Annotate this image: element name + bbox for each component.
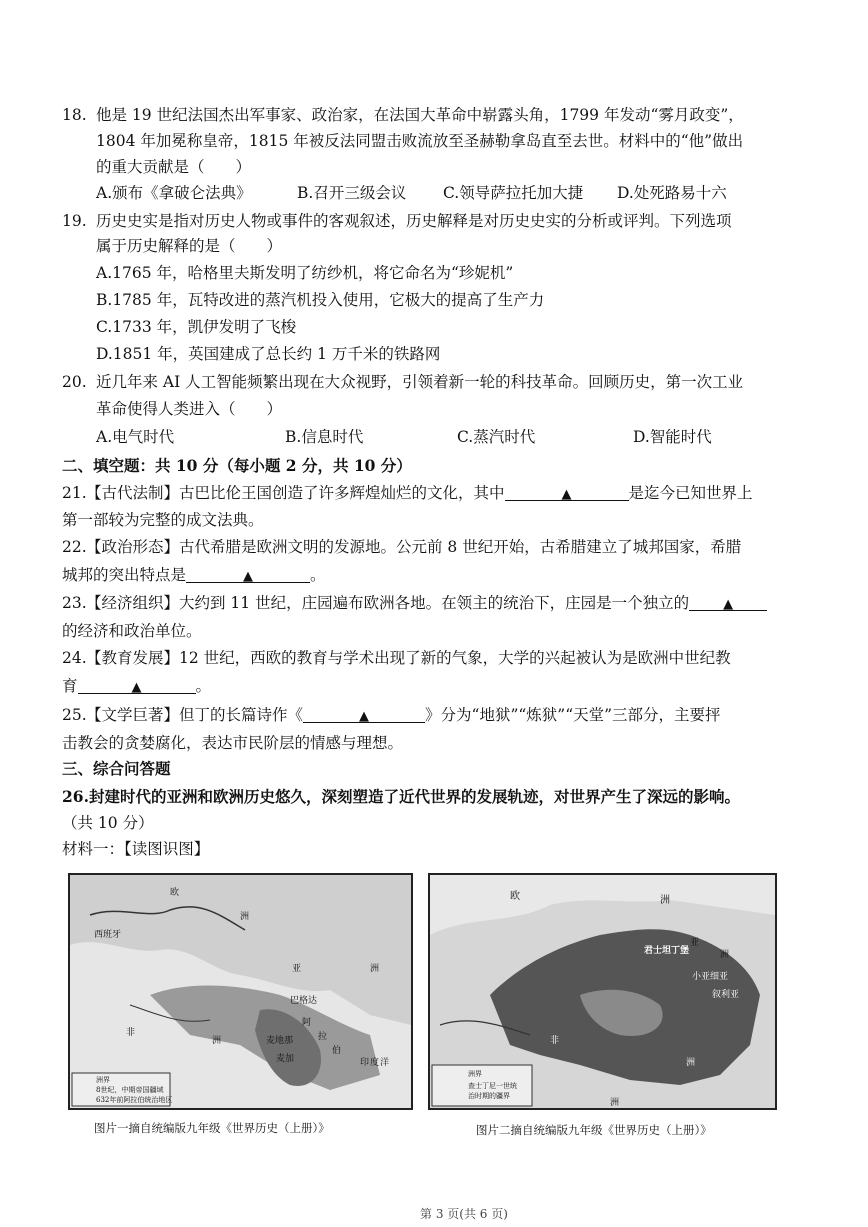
q24-answer-blank[interactable]: [78, 675, 196, 694]
blank-triangle-icon: ▲: [359, 709, 370, 724]
map-1-label-arabia-1: 阿: [302, 1018, 312, 1028]
map-1-label-africa-2: 洲: [212, 1036, 222, 1046]
map-2-label-africa-1: 非: [550, 1036, 560, 1046]
q22-line-2: [62, 564, 326, 586]
q25-text-before: 【文学巨著】但丁的长篇诗作《: [86, 706, 304, 724]
q24-text-before: 育: [62, 677, 78, 695]
section-3-heading: 三、综合问答题: [62, 759, 171, 778]
map-2-label-constantinople: 君士坦丁堡: [644, 946, 690, 956]
q19-option-b: B.1785 年，瓦特改进的蒸汽机投入使用，它极大的提高了生产力: [96, 291, 545, 309]
q22-text-after: 。: [310, 566, 326, 584]
map-1-label-indian-ocean-2: 度: [370, 1058, 380, 1068]
q20-option-a: A.电气时代: [96, 428, 175, 446]
q24-text-after: 。: [195, 677, 212, 695]
q21-line-2: 第一部较为完整的成文法典。: [62, 511, 264, 529]
map-1-label-asia-2: 洲: [370, 964, 380, 974]
map-2-legend-boundary: 洲界: [468, 1070, 482, 1078]
q18-option-d: D.处死路易十六: [617, 184, 727, 202]
q20-option-b: B.信息时代: [285, 428, 364, 446]
q18-option-c: C.领导萨拉托加大捷: [443, 184, 584, 202]
blank-triangle-icon: ▲: [561, 487, 572, 502]
q18-line-1: 他是 19 世纪法国杰出军事家、政治家，在法国大革命中崭露头角，1799 年发动“雾月政变”，: [96, 106, 744, 124]
q19-line-2: 属于历史解释的是（ ）: [96, 237, 283, 255]
q25-number: 25.: [62, 706, 87, 724]
map-2-byzantine-empire: [428, 873, 777, 1110]
map-1-label-baghdad: 巴格达: [290, 996, 318, 1006]
material-1-label: 材料一：【读图识图】: [62, 840, 210, 858]
blank-triangle-icon: ▲: [243, 569, 254, 584]
map-1-label-europe-1: 欧: [170, 888, 180, 898]
map-2-label-asia-minor: 小亚细亚: [692, 972, 729, 982]
map-1-label-indian-ocean-1: 印: [360, 1058, 370, 1068]
q26-line-1: 26.封建时代的亚洲和欧洲历史悠久，深刻塑造了近代世界的发展轨迹，对世界产生了深远的影响。: [62, 787, 740, 806]
map-2-label-europe-1: 欧: [510, 891, 520, 902]
q24-number: 24.: [62, 649, 87, 667]
map-2-label-africa-3: 洲: [610, 1098, 620, 1108]
q19-option-a: A.1765 年，哈格里夫斯发明了纺纱机，将它命名为“珍妮机”: [96, 264, 514, 282]
map-1-label-africa-1: 非: [126, 1028, 136, 1038]
page-footer: 第 3 页(共 6 页): [420, 1207, 508, 1221]
q21-line-1: [86, 482, 753, 504]
q20-line-1: 近几年来 AI 人工智能频繁出现在大众视野，引领着新一轮的科技革命。回顾历史，第一次工业: [96, 373, 744, 391]
q20-number: 20.: [62, 373, 87, 391]
map-1-legend-boundary: 洲界: [96, 1076, 110, 1084]
map-1-arab-empire: [68, 873, 413, 1110]
map-2-legend-justinian-1: 查士丁尼一世统: [468, 1082, 517, 1090]
q19-line-1: 历史史实是指对历史人物或事件的客观叙述，历史解释是对历史史实的分析或评判。下列选项: [96, 212, 732, 230]
map-1-caption: 图片一摘自统编版九年级《世界历史（上册）》: [94, 1121, 330, 1135]
q21-text-before: 【古代法制】古巴比伦王国创造了许多辉煌灿烂的文化，其中: [86, 484, 505, 502]
map-2-caption: 图片二摘自统编版九年级《世界历史（上册）》: [476, 1123, 712, 1137]
map-1-label-europe-2: 洲: [240, 912, 250, 922]
q22-line-1: 【政治形态】古代希腊是欧洲文明的发源地。公元前 8 世纪开始，古希腊建立了城邦国家，希腊: [86, 538, 742, 556]
q21-number: 21.: [62, 484, 87, 502]
map-2-label-europe-2: 洲: [660, 895, 670, 906]
q23-line-1: [86, 592, 767, 614]
q23-number: 23.: [62, 594, 87, 612]
map-1-label-mecca: 麦加: [276, 1054, 295, 1064]
map-2-label-africa-2: 洲: [686, 1058, 696, 1068]
q26-line-2: （共 10 分）: [62, 814, 154, 832]
q23-line-2: 的经济和政治单位。: [62, 622, 202, 640]
q25-line-2: 击教会的贪婪腐化，表达市民阶层的情感与理想。: [62, 734, 404, 752]
q21-answer-blank[interactable]: [505, 482, 629, 501]
q18-number: 18.: [62, 106, 87, 124]
blank-triangle-icon: ▲: [131, 680, 142, 695]
q22-number: 22.: [62, 538, 87, 556]
map-2-legend-justinian-2: 治时期的疆界: [468, 1092, 510, 1100]
q24-line-2: [62, 675, 211, 697]
map-2-label-syria: 叙利亚: [712, 990, 740, 1000]
q20-option-d: D.智能时代: [633, 428, 712, 446]
map-2-label-asia-2: 洲: [720, 950, 730, 960]
map-1-legend-arab-rule: 632年前阿拉伯统治地区: [96, 1096, 173, 1104]
q25-line-1: [86, 704, 721, 726]
q20-line-2: 革命使得人类进入（ ）: [96, 400, 283, 418]
q20-option-c: C.蒸汽时代: [457, 428, 536, 446]
map-1-label-medina: 麦地那: [266, 1036, 294, 1046]
q19-number: 19.: [62, 212, 87, 230]
q24-line-1: 【教育发展】12 世纪，西欧的教育与学术出现了新的气象，大学的兴起被认为是欧洲中世纪教: [86, 649, 731, 667]
q22-text-before: 城邦的突出特点是: [62, 566, 187, 584]
q18-line-3: 的重大贡献是（ ）: [96, 158, 252, 176]
q19-option-c: C.1733 年，凯伊发明了飞梭: [96, 318, 297, 336]
q23-answer-blank[interactable]: [689, 592, 767, 611]
q19-option-d: D.1851 年，英国建成了总长约 1 万千米的铁路网: [96, 345, 441, 363]
map-1-label-indian-ocean-3: 洋: [380, 1058, 390, 1068]
map-1-label-arabia-2: 拉: [318, 1032, 328, 1042]
q23-text-before: 【经济组织】大约到 11 世纪，庄园遍布欧洲各地。在领主的统治下，庄园是一个独立的: [86, 594, 690, 612]
q25-text-after: 》分为“地狱”“炼狱”“天堂”三部分，主要抨: [425, 706, 721, 724]
q21-text-after: 是迄今已知世界上: [628, 484, 753, 502]
map-1-legend-empire: 8世纪，中期帝国疆域: [96, 1086, 164, 1094]
q22-answer-blank[interactable]: [186, 564, 310, 583]
q18-option-b: B.召开三级会议: [297, 184, 407, 202]
map-1-label-arabia-3: 伯: [332, 1046, 342, 1056]
section-2-heading: 二、填空题：共 10 分（每小题 2 分，共 10 分）: [62, 456, 412, 475]
q18-line-2: 1804 年加冕称皇帝，1815 年被反法同盟击败流放至圣赫勒拿岛直至去世。材料中的“他”做出: [96, 132, 744, 150]
map-2-label-asia-1: 亚: [690, 938, 700, 948]
map-1-label-asia-1: 亚: [292, 964, 302, 974]
blank-triangle-icon: ▲: [723, 597, 734, 612]
q25-answer-blank[interactable]: [303, 704, 425, 723]
q18-option-a: A.颁布《拿破仑法典》: [96, 184, 252, 202]
map-1-label-spain: 西班牙: [94, 930, 122, 940]
